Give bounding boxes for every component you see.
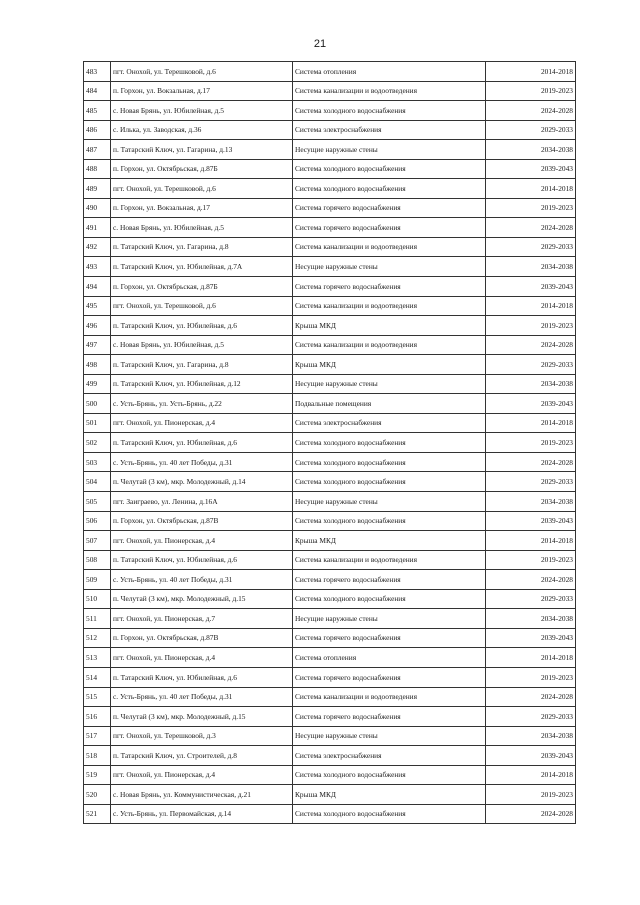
page-number: 21 xyxy=(313,38,327,50)
row-number-cell: 492 xyxy=(84,237,111,257)
address-cell: п. Татарский Ключ, ул. Строителей, д.8 xyxy=(111,746,293,766)
row-number-cell: 502 xyxy=(84,433,111,453)
row-number-cell: 505 xyxy=(84,492,111,512)
period-cell: 2024-2028 xyxy=(486,101,576,121)
system-cell: Система электроснабжения xyxy=(293,413,486,433)
row-number-cell: 484 xyxy=(84,81,111,101)
table-row xyxy=(84,765,576,785)
row-number-cell: 511 xyxy=(84,609,111,629)
row-number-cell: 488 xyxy=(84,159,111,179)
row-number-cell: 495 xyxy=(84,296,111,316)
address-cell: п. Челутай (3 км), мкр. Молодежный, д.15 xyxy=(111,589,293,609)
table-row xyxy=(84,179,576,199)
address-cell: п. Татарский Ключ, ул. Юбилейная, д.6 xyxy=(111,433,293,453)
period-cell: 2019-2023 xyxy=(486,316,576,336)
table-row xyxy=(84,687,576,707)
system-cell: Несущие наружные стены xyxy=(293,257,486,277)
system-cell: Система канализации и водоотведения xyxy=(293,687,486,707)
table-row xyxy=(84,589,576,609)
period-cell: 2039-2043 xyxy=(486,394,576,414)
table-row xyxy=(84,316,576,336)
address-cell: п. Татарский Ключ, ул. Юбилейная, д.6 xyxy=(111,667,293,687)
system-cell: Крыша МКД xyxy=(293,785,486,805)
period-cell: 2034-2038 xyxy=(486,726,576,746)
address-cell: с. Усть-Брянь, ул. Первомайская, д.14 xyxy=(111,804,293,824)
row-number-cell: 497 xyxy=(84,335,111,355)
row-number-cell: 514 xyxy=(84,667,111,687)
address-cell: с. Новая Брянь, ул. Юбилейная, д.5 xyxy=(111,101,293,121)
row-number-cell: 517 xyxy=(84,726,111,746)
table-row xyxy=(84,550,576,570)
row-number-cell: 485 xyxy=(84,101,111,121)
period-cell: 2039-2043 xyxy=(486,277,576,297)
system-cell: Система холодного водоснабжения xyxy=(293,159,486,179)
row-number-cell: 490 xyxy=(84,198,111,218)
system-cell: Несущие наружные стены xyxy=(293,609,486,629)
period-cell: 2014-2018 xyxy=(486,765,576,785)
address-cell: п. Горхон, ул. Вокзальная, д.17 xyxy=(111,198,293,218)
row-number-cell: 496 xyxy=(84,316,111,336)
row-number-cell: 509 xyxy=(84,570,111,590)
system-cell: Система холодного водоснабжения xyxy=(293,589,486,609)
period-cell: 2019-2023 xyxy=(486,667,576,687)
system-cell: Несущие наружные стены xyxy=(293,374,486,394)
period-cell: 2014-2018 xyxy=(486,296,576,316)
address-cell: пгт. Онохой, ул. Пионерская, д.4 xyxy=(111,765,293,785)
period-cell: 2024-2028 xyxy=(486,452,576,472)
period-cell: 2019-2023 xyxy=(486,81,576,101)
period-cell: 2019-2023 xyxy=(486,198,576,218)
address-cell: п. Татарский Ключ, ул. Гагарина, д.8 xyxy=(111,355,293,375)
system-cell: Несущие наружные стены xyxy=(293,726,486,746)
row-number-cell: 486 xyxy=(84,120,111,140)
address-cell: п. Горхон, ул. Октябрьская, д.87В xyxy=(111,511,293,531)
table-row xyxy=(84,804,576,824)
period-cell: 2014-2018 xyxy=(486,413,576,433)
system-cell: Система горячего водоснабжения xyxy=(293,667,486,687)
system-cell: Система холодного водоснабжения xyxy=(293,804,486,824)
table-row xyxy=(84,198,576,218)
table-row xyxy=(84,707,576,727)
system-cell: Несущие наружные стены xyxy=(293,140,486,160)
address-cell: пгт. Заиграево, ул. Ленина, д.16А xyxy=(111,492,293,512)
address-cell: с. Усть-Брянь, ул. 40 лет Победы, д.31 xyxy=(111,452,293,472)
address-cell: пгт. Онохой, ул. Пионерская, д.4 xyxy=(111,413,293,433)
row-number-cell: 510 xyxy=(84,589,111,609)
system-cell: Система холодного водоснабжения xyxy=(293,433,486,453)
system-cell: Система канализации и водоотведения xyxy=(293,335,486,355)
period-cell: 2039-2043 xyxy=(486,511,576,531)
row-number-cell: 501 xyxy=(84,413,111,433)
system-cell: Система горячего водоснабжения xyxy=(293,707,486,727)
period-cell: 2039-2043 xyxy=(486,159,576,179)
system-cell: Система холодного водоснабжения xyxy=(293,179,486,199)
address-cell: п. Татарский Ключ, ул. Юбилейная, д.7А xyxy=(111,257,293,277)
address-cell: с. Усть-Брянь, ул. Усть-Брянь, д.22 xyxy=(111,394,293,414)
address-cell: п. Татарский Ключ, ул. Юбилейная, д.6 xyxy=(111,550,293,570)
row-number-cell: 503 xyxy=(84,452,111,472)
table-row xyxy=(84,628,576,648)
period-cell: 2024-2028 xyxy=(486,687,576,707)
period-cell: 2014-2018 xyxy=(486,62,576,82)
system-cell: Система холодного водоснабжения xyxy=(293,472,486,492)
row-number-cell: 515 xyxy=(84,687,111,707)
address-cell: п. Челутай (3 км), мкр. Молодежный, д.14 xyxy=(111,472,293,492)
address-cell: п. Челутай (3 км), мкр. Молодежный, д.15 xyxy=(111,707,293,727)
row-number-cell: 504 xyxy=(84,472,111,492)
repair-schedule-table xyxy=(83,61,576,824)
table-row xyxy=(84,62,576,82)
system-cell: Несущие наружные стены xyxy=(293,492,486,512)
table-row xyxy=(84,667,576,687)
address-cell: п. Татарский Ключ, ул. Юбилейная, д.12 xyxy=(111,374,293,394)
table-row xyxy=(84,413,576,433)
system-cell: Крыша МКД xyxy=(293,531,486,551)
system-cell: Система отопления xyxy=(293,648,486,668)
address-cell: пгт. Онохой, ул. Терешковой, д.6 xyxy=(111,296,293,316)
row-number-cell: 512 xyxy=(84,628,111,648)
address-cell: пгт. Онохой, ул. Терешковой, д.6 xyxy=(111,62,293,82)
row-number-cell: 499 xyxy=(84,374,111,394)
row-number-cell: 506 xyxy=(84,511,111,531)
period-cell: 2029-2033 xyxy=(486,120,576,140)
table-row xyxy=(84,492,576,512)
system-cell: Система электроснабжения xyxy=(293,120,486,140)
system-cell: Система горячего водоснабжения xyxy=(293,277,486,297)
row-number-cell: 491 xyxy=(84,218,111,238)
period-cell: 2024-2028 xyxy=(486,218,576,238)
table-row xyxy=(84,531,576,551)
row-number-cell: 513 xyxy=(84,648,111,668)
period-cell: 2014-2018 xyxy=(486,179,576,199)
table-row xyxy=(84,648,576,668)
table-row xyxy=(84,277,576,297)
address-cell: пгт. Онохой, ул. Пионерская, д.4 xyxy=(111,531,293,551)
table-row xyxy=(84,120,576,140)
table-body xyxy=(84,62,576,824)
row-number-cell: 519 xyxy=(84,765,111,785)
row-number-cell: 521 xyxy=(84,804,111,824)
period-cell: 2024-2028 xyxy=(486,804,576,824)
period-cell: 2024-2028 xyxy=(486,570,576,590)
row-number-cell: 487 xyxy=(84,140,111,160)
system-cell: Система канализации и водоотведения xyxy=(293,81,486,101)
row-number-cell: 516 xyxy=(84,707,111,727)
period-cell: 2034-2038 xyxy=(486,609,576,629)
row-number-cell: 493 xyxy=(84,257,111,277)
table-row xyxy=(84,394,576,414)
address-cell: пгт. Онохой, ул. Терешковой, д.3 xyxy=(111,726,293,746)
system-cell: Система горячего водоснабжения xyxy=(293,570,486,590)
address-cell: п. Горхон, ул. Октябрьская, д.87Б xyxy=(111,277,293,297)
table-row xyxy=(84,472,576,492)
period-cell: 2029-2033 xyxy=(486,355,576,375)
period-cell: 2034-2038 xyxy=(486,374,576,394)
row-number-cell: 483 xyxy=(84,62,111,82)
system-cell: Крыша МКД xyxy=(293,316,486,336)
row-number-cell: 489 xyxy=(84,179,111,199)
address-cell: п. Горхон, ул. Октябрьская, д.87Б xyxy=(111,159,293,179)
system-cell: Система холодного водоснабжения xyxy=(293,452,486,472)
period-cell: 2019-2023 xyxy=(486,433,576,453)
address-cell: п. Татарский Ключ, ул. Гагарина, д.8 xyxy=(111,237,293,257)
system-cell: Система горячего водоснабжения xyxy=(293,628,486,648)
table-row xyxy=(84,511,576,531)
system-cell: Система канализации и водоотведения xyxy=(293,296,486,316)
row-number-cell: 518 xyxy=(84,746,111,766)
period-cell: 2029-2033 xyxy=(486,707,576,727)
table-row xyxy=(84,452,576,472)
address-cell: пгт. Онохой, ул. Пионерская, д.7 xyxy=(111,609,293,629)
address-cell: п. Горхон, ул. Вокзальная, д.17 xyxy=(111,81,293,101)
system-cell: Система канализации и водоотведения xyxy=(293,550,486,570)
address-cell: с. Усть-Брянь, ул. 40 лет Победы, д.31 xyxy=(111,687,293,707)
system-cell: Система канализации и водоотведения xyxy=(293,237,486,257)
system-cell: Система холодного водоснабжения xyxy=(293,765,486,785)
period-cell: 2034-2038 xyxy=(486,140,576,160)
system-cell: Система электроснабжения xyxy=(293,746,486,766)
period-cell: 2014-2018 xyxy=(486,648,576,668)
table-row xyxy=(84,218,576,238)
table-row xyxy=(84,726,576,746)
system-cell: Крыша МКД xyxy=(293,355,486,375)
period-cell: 2039-2043 xyxy=(486,746,576,766)
table-row xyxy=(84,785,576,805)
address-cell: с. Усть-Брянь, ул. 40 лет Победы, д.31 xyxy=(111,570,293,590)
address-cell: с. Илька, ул. Заводская, д.36 xyxy=(111,120,293,140)
address-cell: с. Новая Брянь, ул. Юбилейная, д.5 xyxy=(111,218,293,238)
period-cell: 2019-2023 xyxy=(486,785,576,805)
period-cell: 2034-2038 xyxy=(486,257,576,277)
period-cell: 2024-2028 xyxy=(486,335,576,355)
address-cell: с. Новая Брянь, ул. Коммунистическая, д.21 xyxy=(111,785,293,805)
row-number-cell: 500 xyxy=(84,394,111,414)
address-cell: пгт. Онохой, ул. Терешковой, д.6 xyxy=(111,179,293,199)
period-cell: 2029-2033 xyxy=(486,589,576,609)
period-cell: 2019-2023 xyxy=(486,550,576,570)
table-row xyxy=(84,81,576,101)
table-row xyxy=(84,335,576,355)
system-cell: Подвальные помещения xyxy=(293,394,486,414)
address-cell: п. Татарский Ключ, ул. Гагарина, д.13 xyxy=(111,140,293,160)
table-row xyxy=(84,570,576,590)
table-row xyxy=(84,101,576,121)
system-cell: Система холодного водоснабжения xyxy=(293,101,486,121)
table-row xyxy=(84,374,576,394)
row-number-cell: 507 xyxy=(84,531,111,551)
system-cell: Система горячего водоснабжения xyxy=(293,218,486,238)
row-number-cell: 494 xyxy=(84,277,111,297)
table-row xyxy=(84,746,576,766)
system-cell: Система отопления xyxy=(293,62,486,82)
address-cell: пгт. Онохой, ул. Пионерская, д.4 xyxy=(111,648,293,668)
table-row xyxy=(84,355,576,375)
table-row xyxy=(84,237,576,257)
table-row xyxy=(84,159,576,179)
system-cell: Система горячего водоснабжения xyxy=(293,198,486,218)
period-cell: 2034-2038 xyxy=(486,492,576,512)
period-cell: 2029-2033 xyxy=(486,237,576,257)
address-cell: п. Горхон, ул. Октябрьская, д.87В xyxy=(111,628,293,648)
table-row xyxy=(84,296,576,316)
row-number-cell: 508 xyxy=(84,550,111,570)
table-row xyxy=(84,609,576,629)
system-cell: Система холодного водоснабжения xyxy=(293,511,486,531)
period-cell: 2014-2018 xyxy=(486,531,576,551)
address-cell: с. Новая Брянь, ул. Юбилейная, д.5 xyxy=(111,335,293,355)
row-number-cell: 520 xyxy=(84,785,111,805)
period-cell: 2029-2033 xyxy=(486,472,576,492)
table-row xyxy=(84,140,576,160)
table-row xyxy=(84,433,576,453)
period-cell: 2039-2043 xyxy=(486,628,576,648)
row-number-cell: 498 xyxy=(84,355,111,375)
address-cell: п. Татарский Ключ, ул. Юбилейная, д.6 xyxy=(111,316,293,336)
table-row xyxy=(84,257,576,277)
